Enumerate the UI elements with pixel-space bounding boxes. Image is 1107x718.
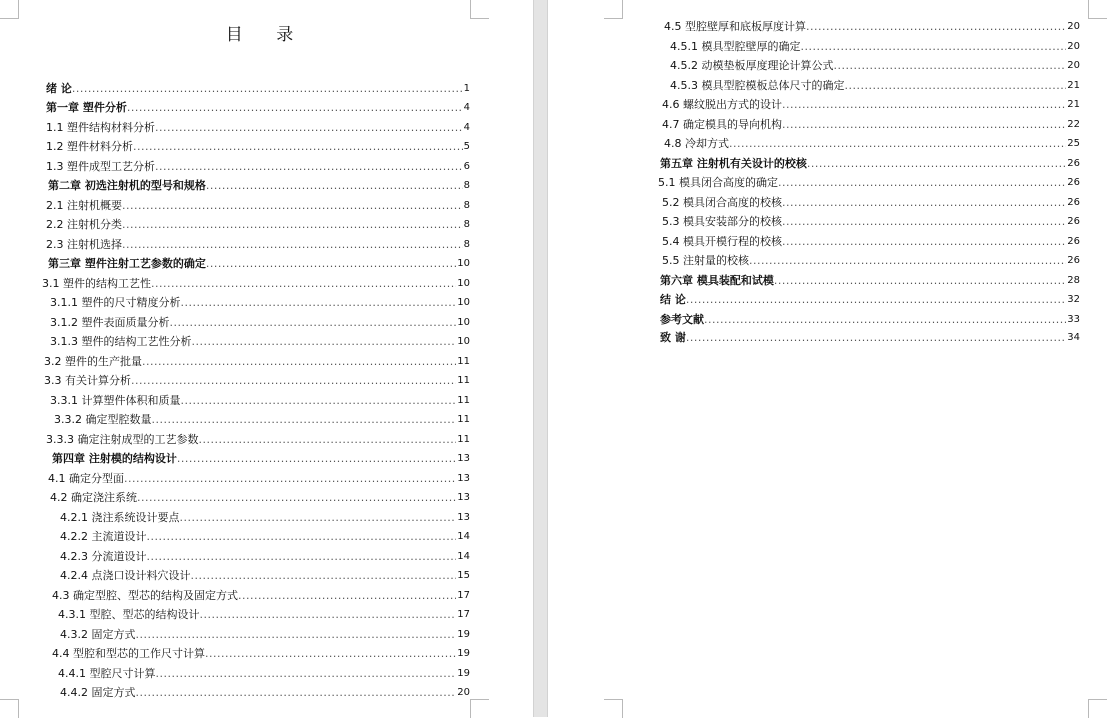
toc-leader-dots	[206, 179, 463, 193]
toc-leader-dots	[778, 176, 1066, 190]
toc-entry[interactable]	[46, 99, 470, 115]
toc-entry-page: 17	[457, 609, 470, 620]
toc-leader-dots	[127, 101, 463, 115]
toc-entry-title: 4.2.1 浇注系统设计要点	[60, 511, 180, 524]
toc-leader-dots	[192, 335, 457, 349]
toc-entry[interactable]	[60, 626, 470, 642]
toc-leader-dots	[136, 628, 457, 642]
toc-entry-title: 第一章 塑件分析	[46, 101, 127, 114]
toc-entry[interactable]	[44, 372, 470, 388]
toc-entry[interactable]	[662, 233, 1080, 249]
toc-entry-page: 26	[1067, 216, 1080, 227]
toc-entry-page: 10	[457, 297, 470, 308]
toc-entry[interactable]	[662, 96, 1080, 112]
toc-entry-title: 4.4.1 型腔尺寸计算	[58, 667, 156, 680]
toc-entry-page: 8	[463, 219, 470, 230]
toc-entry-page: 19	[457, 668, 470, 679]
toc-leader-dots	[180, 511, 457, 525]
toc-entry[interactable]	[42, 275, 470, 291]
toc-leader-dots	[170, 316, 457, 330]
toc-entry[interactable]	[660, 155, 1080, 171]
toc-entry-page: 5	[463, 141, 470, 152]
toc-entry-page: 21	[1067, 99, 1080, 110]
toc-entry-title: 第二章 初选注射机的型号和规格	[48, 179, 206, 192]
toc-entry-page: 26	[1067, 197, 1080, 208]
toc-leader-dots	[704, 313, 1066, 327]
toc-entry-page: 26	[1067, 255, 1080, 266]
toc-entry-page: 10	[457, 317, 470, 328]
document-page-left	[0, 0, 533, 717]
toc-entry-title: 5.1 模具闭合高度的确定	[658, 176, 778, 189]
toc-entry[interactable]	[52, 645, 470, 661]
toc-entry-title: 3.3.1 计算塑件体积和质量	[50, 394, 181, 407]
toc-entry[interactable]	[670, 57, 1080, 73]
toc-entry[interactable]	[60, 509, 470, 525]
toc-entry-title: 3.1 塑件的结构工艺性	[42, 277, 151, 290]
toc-entry[interactable]	[662, 116, 1080, 132]
toc-entry-title: 4.2 确定浇注系统	[50, 491, 137, 504]
toc-entry-title: 2.3 注射机选择	[46, 238, 122, 251]
toc-entry[interactable]	[662, 252, 1080, 268]
toc-entry-page: 21	[1067, 80, 1080, 91]
toc-entry-page: 10	[457, 336, 470, 347]
toc-leader-dots	[155, 121, 463, 135]
toc-entry[interactable]	[662, 213, 1080, 229]
toc-entry-title: 结 论	[660, 293, 686, 306]
toc-leader-dots	[147, 530, 457, 544]
toc-leader-dots	[686, 331, 1066, 345]
toc-entry-page: 4	[463, 102, 470, 113]
crop-mark-top-left	[0, 0, 19, 19]
toc-entry-title: 1.2 塑件材料分析	[46, 140, 133, 153]
toc-entry-page: 17	[457, 590, 470, 601]
toc-entry-title: 3.1.3 塑件的结构工艺性分析	[50, 335, 192, 348]
toc-entry[interactable]	[52, 450, 470, 466]
toc-entry-title: 3.3.3 确定注射成型的工艺参数	[46, 433, 199, 446]
toc-entry-page: 33	[1067, 314, 1080, 325]
toc-leader-dots	[834, 59, 1067, 73]
toc-entry-title: 3.1.2 塑件表面质量分析	[50, 316, 170, 329]
toc-entry-page: 26	[1067, 158, 1080, 169]
toc-entry-title: 致 谢	[660, 331, 686, 344]
toc-entry-title: 绪 论	[46, 82, 72, 95]
toc-entry-title: 3.2 塑件的生产批量	[44, 355, 142, 368]
toc-entry[interactable]	[660, 311, 1080, 327]
toc-leader-dots	[137, 491, 456, 505]
toc-entry-title: 5.5 注射量的校核	[662, 254, 749, 267]
toc-leader-dots	[774, 274, 1066, 288]
toc-leader-dots	[782, 235, 1066, 249]
toc-title: 目 录	[225, 25, 308, 45]
toc-entry[interactable]	[50, 489, 470, 505]
toc-entry[interactable]	[58, 606, 470, 622]
toc-entry-title: 4.3.2 固定方式	[60, 628, 136, 641]
toc-entry-title: 3.3.2 确定型腔数量	[54, 413, 152, 426]
toc-entry-title: 4.5.1 模具型腔壁厚的确定	[670, 40, 801, 53]
toc-entry-title: 1.3 塑件成型工艺分析	[46, 160, 155, 173]
toc-entry[interactable]	[44, 353, 470, 369]
toc-leader-dots	[181, 296, 457, 310]
toc-entry-title: 参考文献	[660, 313, 704, 326]
toc-entry[interactable]	[48, 177, 470, 193]
toc-entry-title: 5.3 模具安装部分的校核	[662, 215, 782, 228]
toc-entry-title: 3.1.1 塑件的尺寸精度分析	[50, 296, 181, 309]
page-gutter	[533, 0, 548, 717]
toc-entry[interactable]	[50, 294, 470, 310]
toc-leader-dots	[844, 79, 1066, 93]
toc-entry-title: 2.2 注射机分类	[46, 218, 122, 231]
toc-entry-page: 20	[1067, 41, 1080, 52]
crop-mark-bottom-right	[470, 699, 489, 718]
toc-entry-title: 4.2.2 主流道设计	[60, 530, 147, 543]
toc-entry-page: 8	[463, 239, 470, 250]
toc-entry-page: 19	[457, 629, 470, 640]
toc-entry-page: 14	[457, 531, 470, 542]
toc-entry-title: 第三章 塑件注射工艺参数的确定	[48, 257, 206, 270]
toc-leader-dots	[782, 215, 1066, 229]
toc-entry-page: 26	[1067, 236, 1080, 247]
document-page-right	[548, 0, 1107, 717]
toc-leader-dots	[151, 277, 456, 291]
toc-entry[interactable]	[662, 194, 1080, 210]
toc-leader-dots	[801, 40, 1067, 54]
toc-entry[interactable]	[46, 80, 470, 96]
toc-entry[interactable]	[46, 216, 470, 232]
toc-entry-page: 34	[1067, 332, 1080, 343]
toc-entry-title: 3.3 有关计算分析	[44, 374, 131, 387]
toc-entry-page: 1	[463, 83, 470, 94]
toc-entry[interactable]	[50, 392, 470, 408]
toc-entry[interactable]	[670, 77, 1080, 93]
toc-entry[interactable]	[50, 314, 470, 330]
toc-leader-dots	[729, 137, 1066, 151]
toc-entry-page: 11	[457, 434, 470, 445]
toc-entry-title: 4.5 型腔壁厚和底板厚度计算	[664, 20, 806, 33]
toc-leader-dots	[199, 433, 457, 447]
toc-entry-title: 2.1 注射机概要	[46, 199, 122, 212]
toc-entry-page: 14	[457, 551, 470, 562]
toc-entry[interactable]	[60, 548, 470, 564]
toc-entry-page: 25	[1067, 138, 1080, 149]
toc-entry[interactable]	[660, 272, 1080, 288]
toc-entry[interactable]	[664, 18, 1080, 34]
toc-leader-dots	[205, 647, 456, 661]
toc-entry-page: 10	[457, 278, 470, 289]
toc-entry[interactable]	[54, 411, 470, 427]
toc-entry[interactable]	[46, 158, 470, 174]
toc-entry[interactable]	[48, 470, 470, 486]
toc-entry-page: 8	[463, 180, 470, 191]
crop-mark-top-right	[1088, 0, 1107, 19]
toc-entry-page: 4	[463, 122, 470, 133]
toc-entry-page: 20	[1067, 21, 1080, 32]
toc-entry-title: 4.6 螺纹脱出方式的设计	[662, 98, 782, 111]
toc-entry-page: 11	[457, 414, 470, 425]
toc-entry-page: 6	[463, 161, 470, 172]
toc-leader-dots	[155, 160, 463, 174]
toc-entry-title: 4.8 冷却方式	[664, 137, 729, 150]
toc-leader-dots	[152, 413, 457, 427]
toc-entry[interactable]	[660, 291, 1080, 307]
toc-entry[interactable]	[46, 431, 470, 447]
toc-leader-dots	[191, 569, 457, 583]
toc-leader-dots	[122, 238, 463, 252]
toc-entry[interactable]	[670, 38, 1080, 54]
toc-entry-page: 11	[457, 356, 470, 367]
toc-entry-page: 20	[457, 687, 470, 698]
toc-entry-page: 26	[1067, 177, 1080, 188]
toc-leader-dots	[200, 608, 457, 622]
toc-entry-page: 8	[463, 200, 470, 211]
toc-entry-page: 11	[457, 375, 470, 386]
toc-entry-page: 15	[457, 570, 470, 581]
toc-entry-page: 32	[1067, 294, 1080, 305]
toc-entry-title: 1.1 塑件结构材料分析	[46, 121, 155, 134]
toc-entry-page: 19	[457, 648, 470, 659]
toc-leader-dots	[181, 394, 457, 408]
toc-entry[interactable]	[660, 329, 1080, 345]
toc-leader-dots	[72, 82, 463, 96]
toc-entry-title: 第五章 注射机有关设计的校核	[660, 157, 807, 170]
toc-entry-title: 4.3 确定型腔、型芯的结构及固定方式	[52, 589, 238, 602]
toc-entry-title: 4.5.2 动模垫板厚度理论计算公式	[670, 59, 834, 72]
toc-leader-dots	[238, 589, 456, 603]
toc-leader-dots	[156, 667, 457, 681]
toc-entry[interactable]	[60, 567, 470, 583]
toc-entry[interactable]	[50, 333, 470, 349]
toc-entry[interactable]	[46, 236, 470, 252]
toc-entry-page: 28	[1067, 275, 1080, 286]
toc-leader-dots	[133, 140, 463, 154]
toc-entry[interactable]	[46, 197, 470, 213]
toc-entry-page: 20	[1067, 60, 1080, 71]
crop-mark-top-left	[604, 0, 623, 19]
toc-entry[interactable]	[658, 174, 1080, 190]
toc-entry-title: 第六章 模具装配和试模	[660, 274, 774, 287]
toc-entry[interactable]	[46, 138, 470, 154]
toc-entry-page: 13	[457, 492, 470, 503]
toc-entry-title: 4.7 确定模具的导向机构	[662, 118, 782, 131]
toc-leader-dots	[136, 686, 457, 700]
toc-entry-title: 4.3.1 型腔、型芯的结构设计	[58, 608, 200, 621]
toc-leader-dots	[782, 118, 1066, 132]
toc-leader-dots	[686, 293, 1066, 307]
toc-entry-title: 4.1 确定分型面	[48, 472, 124, 485]
toc-entry[interactable]	[48, 255, 470, 271]
toc-entry-title: 4.2.3 分流道设计	[60, 550, 147, 563]
toc-leader-dots	[142, 355, 456, 369]
toc-leader-dots	[122, 199, 463, 213]
toc-entry[interactable]	[60, 528, 470, 544]
toc-entry-title: 第四章 注射模的结构设计	[52, 452, 177, 465]
toc-entry-page: 22	[1067, 119, 1080, 130]
toc-leader-dots	[749, 254, 1066, 268]
toc-entry-page: 13	[457, 453, 470, 464]
toc-entry[interactable]	[664, 135, 1080, 151]
toc-entry[interactable]	[46, 119, 470, 135]
toc-leader-dots	[206, 257, 456, 271]
toc-entry[interactable]	[52, 587, 470, 603]
toc-leader-dots	[122, 218, 463, 232]
toc-entry-title: 4.4 型腔和型芯的工作尺寸计算	[52, 647, 205, 660]
toc-leader-dots	[782, 196, 1066, 210]
toc-leader-dots	[806, 20, 1066, 34]
toc-leader-dots	[131, 374, 456, 388]
toc-entry-page: 13	[457, 512, 470, 523]
toc-entry[interactable]	[60, 684, 470, 700]
toc-leader-dots	[807, 157, 1066, 171]
toc-leader-dots	[124, 472, 456, 486]
toc-entry[interactable]	[58, 665, 470, 681]
toc-entry-page: 10	[457, 258, 470, 269]
toc-entry-page: 11	[457, 395, 470, 406]
toc-leader-dots	[782, 98, 1066, 112]
toc-entry-title: 4.4.2 固定方式	[60, 686, 136, 699]
toc-entry-title: 4.5.3 模具型腔模板总体尺寸的确定	[670, 79, 845, 92]
crop-mark-bottom-left	[604, 699, 623, 718]
toc-leader-dots	[177, 452, 456, 466]
crop-mark-bottom-left	[0, 699, 19, 718]
toc-entry-page: 13	[457, 473, 470, 484]
crop-mark-top-right	[470, 0, 489, 19]
toc-entry-title: 5.4 模具开模行程的校核	[662, 235, 782, 248]
toc-entry-title: 5.2 模具闭合高度的校核	[662, 196, 782, 209]
toc-leader-dots	[147, 550, 457, 564]
crop-mark-bottom-right	[1088, 699, 1107, 718]
toc-entry-title: 4.2.4 点浇口设计料穴设计	[60, 569, 191, 582]
